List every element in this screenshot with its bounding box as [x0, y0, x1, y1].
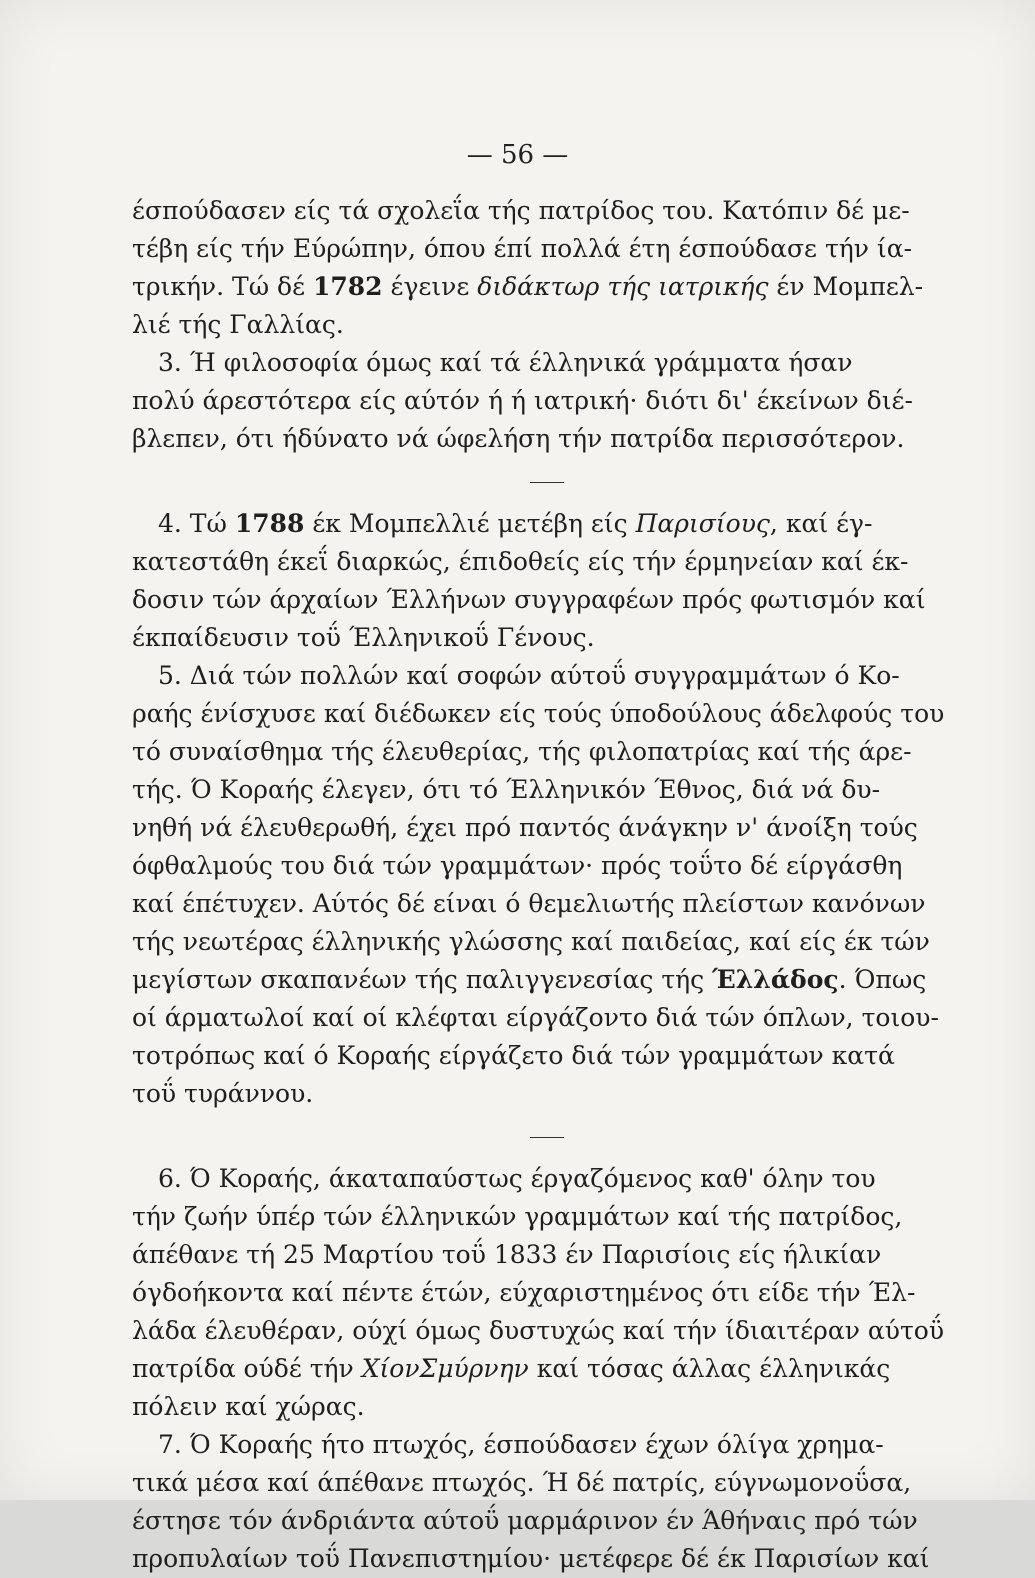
text-run: νηθή νά έλευθερωθή, έχει πρό παντός άνάγκην ν' άνοίξη τούς	[132, 813, 918, 842]
text-line	[132, 961, 962, 999]
text-line	[132, 1075, 962, 1113]
text-line	[132, 420, 962, 458]
text-run: βλεπεν, ότι ήδύνατο νά ώφελήση τήν πατρίδα περισσότερον.	[132, 424, 905, 453]
italic-text: Σμύρνην	[419, 1354, 529, 1383]
text-run: πόλειν καί χώρας.	[132, 1392, 365, 1421]
text-line	[132, 1236, 962, 1274]
text-line	[132, 1540, 962, 1578]
text-run: πατρίδα	[132, 1354, 244, 1383]
text-run: τήν ζωήν ύπέρ τών έλληνικών γραμμάτων καί τής πατρίδος,	[132, 1202, 903, 1231]
text-line	[132, 1037, 962, 1075]
text-run: . Όπως	[838, 965, 927, 994]
section-separator	[530, 482, 564, 483]
text-line	[132, 695, 962, 733]
section-separator	[530, 1137, 564, 1138]
text-run: τέβη είς τήν Εύρώπην, όπου έπί πολλά έτη έσπούδασε τήν ία-	[132, 234, 913, 263]
text-line	[132, 581, 962, 619]
text-line	[132, 1350, 962, 1388]
text-line	[132, 1426, 962, 1464]
text-line	[132, 1198, 962, 1236]
text-run: κατεστάθη έκεΐ διαρκώς, έπιδοθείς είς τήν έρμηνείαν καί έκ-	[132, 547, 909, 576]
text-run: καί τόσας άλλας έλληνικάς	[528, 1354, 891, 1383]
text-run: έκ Μομπελλιέ μετέβη είς	[304, 509, 636, 538]
text-line	[132, 543, 962, 581]
text-run: τοΰ τυράννου.	[132, 1079, 314, 1108]
text-run: όφθαλμούς του διά τών γραμμάτων· πρός τοΰτο δέ είργάσθη	[132, 851, 903, 880]
text-run: προπυλαίων τοΰ Πανεπιστημίου· μετέφερε δέ έκ Παρισίων καί	[132, 1544, 930, 1573]
bold-text: Έλλάδος	[712, 965, 839, 994]
text-line	[132, 1160, 962, 1198]
text-run: , καί έγ-	[769, 509, 873, 538]
text-line	[132, 619, 962, 657]
text-run: πολύ άρεστότερα είς αύτόν ή ή ιατρική· διότι δι' έκείνων διέ-	[132, 386, 913, 415]
text-run: ούδέ τήν	[243, 1354, 362, 1383]
text-line	[132, 657, 962, 695]
text-line	[132, 809, 962, 847]
italic-text: Χίον	[361, 1354, 420, 1383]
text-line	[132, 230, 962, 268]
text-line	[132, 192, 962, 230]
italic-text: Παρισίους	[635, 509, 770, 538]
text-line	[132, 923, 962, 961]
text-line	[132, 1274, 962, 1312]
bold-text: 1788	[234, 509, 305, 538]
text-run: έσπούδασεν είς τά σχολεΐα τής πατρίδος του. Κατόπιν δέ με-	[132, 196, 910, 225]
text-line	[132, 344, 962, 382]
text-run: έστησε τόν άνδριάντα αύτοΰ μαρμάρινον έν Άθήναις πρό τών	[132, 1506, 918, 1535]
text-run: ραής ένίσχυσε καί διέδωκεν είς τούς ύποδούλους άδελφούς του	[132, 699, 945, 728]
text-run: τής. Ό Κοραής έλεγεν, ότι τό Έλληνικόν Έθνος, διά νά δυ-	[132, 775, 881, 804]
text-run: 4. Τώ	[158, 509, 235, 538]
text-line	[132, 999, 962, 1037]
page-number: — 56 —	[466, 140, 569, 170]
text-run: έν Μομπελ-	[768, 272, 924, 301]
text-line	[132, 1502, 962, 1540]
text-run: 3. Ή φιλοσοφία όμως καί τά έλληνικά γράμματα ήσαν	[158, 348, 853, 377]
bold-text: 1782	[312, 272, 383, 301]
text-run: 7. Ό Κοραής ήτο πτωχός, έσπούδασεν έχων όλίγα χρημα-	[158, 1430, 884, 1459]
text-run: έγεινε	[382, 272, 478, 301]
text-line	[132, 1464, 962, 1502]
text-run: άπέθανε τή 25 Μαρτίου τοΰ 1833 έν Παρισίοις είς ήλικίαν	[132, 1240, 882, 1269]
body-text	[132, 192, 962, 1578]
text-run: τοτρόπως καί ό Κοραής είργάζετο διά τών γραμμάτων κατά	[132, 1041, 895, 1070]
text-line	[132, 505, 962, 543]
text-run: τρικήν. Τώ δέ	[132, 272, 313, 301]
text-run: τικά μέσα καί άπέθανε πτωχός. Ή δέ πατρίς, εύγνωμονοΰσα,	[132, 1468, 912, 1497]
text-run: λάδα έλευθέραν, ούχί όμως δυστυχώς καί τήν ίδιαιτέραν αύτοΰ	[132, 1316, 945, 1345]
text-line	[132, 1312, 962, 1350]
text-run: τής νεωτέρας έλληνικής γλώσσης καί παιδείας, καί είς έκ τών	[132, 927, 930, 956]
text-run: έκπαίδευσιν τοΰ Έλληνικοΰ Γένους.	[132, 623, 595, 652]
text-line	[132, 847, 962, 885]
text-run: όγδοήκοντα καί πέντε έτών, εύχαριστημένος ότι είδε τήν Έλ-	[132, 1278, 916, 1307]
text-line	[132, 733, 962, 771]
text-run: λιέ τής Γαλλίας.	[132, 310, 344, 339]
text-run: 6. Ό Κοραής, άκαταπαύστως έργαζόμενος καθ' όλην του	[158, 1164, 876, 1193]
text-line	[132, 382, 962, 420]
text-run: οί άρματωλοί καί οί κλέφται είργάζοντο διά τών όπλων, τοιου-	[132, 1003, 939, 1032]
text-run: δοσιν τών άρχαίων Έλλήνων συγγραφέων πρός φωτισμόν καί	[132, 585, 926, 614]
italic-text: διδάκτωρ τής ιατρικής	[477, 272, 769, 301]
text-run: 5. Διά τών πολλών καί σοφών αύτοΰ συγγραμμάτων ό Κο-	[158, 661, 900, 690]
text-line	[132, 771, 962, 809]
text-line	[132, 1388, 962, 1426]
text-run: καί έπέτυχεν. Αύτός δέ είναι ό θεμελιωτής πλείστων κανόνων	[132, 889, 926, 918]
text-line	[132, 268, 962, 306]
text-run: τό συναίσθημα τής έλευθερίας, τής φιλοπατρίας καί τής άρε-	[132, 737, 912, 766]
text-line	[132, 885, 962, 923]
text-run: μεγίστων σκαπανέων τής παλιγγενεσίας τής	[132, 965, 713, 994]
text-line	[132, 306, 962, 344]
